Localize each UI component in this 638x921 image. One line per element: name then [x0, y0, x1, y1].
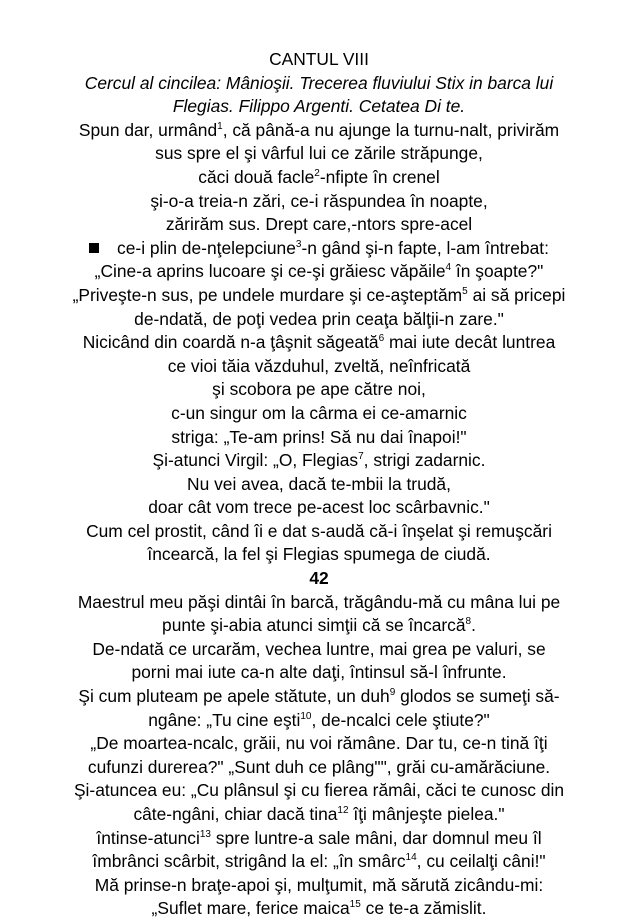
- line-text: îmbrânci scârbit, strigând la el: „în smârc: [92, 851, 406, 872]
- poem-line: [40, 897, 598, 921]
- poem-line: [40, 119, 598, 143]
- line-text: câte-ngâni, chiar dacă tina: [133, 804, 338, 824]
- line-text: „Priveşte-n sus, pe undele murdare şi ce-aşteptăm: [72, 284, 463, 305]
- line-text: căci două facle: [198, 166, 315, 187]
- line-text: ngâne: „Tu cine eşti: [148, 709, 301, 730]
- poem-line: [40, 685, 598, 709]
- poem-line: [40, 614, 598, 638]
- line-text: zărirăm sus. Drept care,-ntors spre-acel: [165, 214, 473, 235]
- line-text: Nu vei avea, dacă te-mbii la trudă,: [187, 473, 451, 494]
- canto-subtitle-line-1: Cercul al cincilea: Mânioşii. Trecerea fluviului Stix in barca lui: [84, 72, 554, 93]
- footnote-marker: 5: [462, 285, 468, 297]
- footnote-marker: 7: [358, 451, 364, 463]
- poem-line: [40, 260, 598, 284]
- footnote-marker: 9: [389, 687, 396, 699]
- line-text: ce vioi tăia văzduhul, zveltă, neînfricată: [167, 355, 471, 376]
- bullet-square-icon: [89, 243, 99, 253]
- footnote-marker: 13: [199, 828, 211, 840]
- poem-line: [40, 426, 598, 450]
- poem-line: [40, 378, 598, 402]
- line-text: ce-i plin de-nţelepciune: [117, 237, 296, 258]
- line-text: Şi cum pluteam pe apele stătute, un duh: [78, 686, 390, 707]
- poem-line: [40, 638, 598, 662]
- footnote-marker: 10: [300, 710, 312, 722]
- line-text: punte şi-abia atunci simţii că se încarcă: [162, 615, 466, 636]
- line-text: mai iute decât luntrea: [384, 332, 556, 353]
- line-text: doar cât vom trece pe-acest loc scârbavnic.": [148, 497, 490, 518]
- line-text: „De moartea-ncalc, grăii, nu voi rămâne. Dar tu, ce-n tină îţi: [90, 733, 548, 754]
- line-text: porni mai iute ca-n alte daţi, întinsul să-l înfrunte.: [131, 662, 507, 683]
- poem-line: [40, 284, 598, 308]
- footnote-marker: 14: [405, 852, 417, 864]
- poem-line: [40, 166, 598, 190]
- poem-line: [40, 803, 598, 827]
- poem-line: [40, 756, 598, 780]
- line-text: îţi mânjeşte pielea.": [348, 804, 505, 824]
- footnote-marker: 3: [295, 238, 302, 250]
- canto-title: CANTUL VIII: [269, 49, 369, 69]
- line-text: -nfipte în crenel: [319, 166, 440, 187]
- poem-line: [40, 591, 598, 615]
- poem-line: [40, 496, 598, 520]
- footnote-marker: 4: [445, 262, 452, 274]
- line-text: Maestrul meu păşi dintâi în barcă, trăgându-mă cu mâna lui pe: [77, 591, 561, 612]
- line-text: striga: „Te-am prins! Să nu dai înapoi!": [171, 426, 467, 447]
- poem-content: [40, 48, 598, 921]
- poem-line: [40, 355, 598, 379]
- poem-line: [40, 661, 598, 685]
- line-text: -n gând şi-n fapte, l-am întrebat:: [301, 237, 549, 258]
- line-text: Mă prinse-n braţe-apoi şi, mulţumit, mă sărută zicându-mi:: [94, 874, 544, 895]
- poem-line: [40, 850, 598, 874]
- line-text: , că până-a nu ajunge la turnu-nalt, privirăm: [222, 119, 560, 140]
- line-text: „Suflet mare, ferice maica: [151, 898, 350, 919]
- footnote-marker: 2: [314, 167, 320, 179]
- line-text: Şi-atuncea eu: „Cu plânsul şi cu fierea rămâi, căci te cunosc din: [73, 780, 565, 801]
- line-text: „Cine-a aprins lucoare şi ce-şi grăiesc văpăile: [94, 261, 446, 282]
- poem-line: [40, 308, 598, 332]
- line-text: cufunzi durerea?" „Sunt duh ce plâng"", grăi cu-amărăciune.: [87, 756, 551, 777]
- line-text: , de-ncalci cele ştiute?": [311, 709, 490, 730]
- page-number: 42: [309, 568, 329, 589]
- poem-line: [40, 874, 598, 898]
- line-text: Şi-atunci Virgil: „O, Flegias: [152, 450, 359, 471]
- line-text: ce te-a zămislit.: [360, 898, 487, 919]
- line-text: şi scobora pe ape către noi,: [212, 379, 426, 400]
- poem-line: [40, 331, 598, 355]
- line-text: Spun dar, urmând: [78, 119, 218, 140]
- line-text: de-ndată, de poţi vedea prin ceaţa bălţii-n zare.": [134, 308, 504, 329]
- line-text: , cu ceilalţi câni!": [416, 851, 546, 872]
- line-text: , strigi zadarnic.: [363, 450, 486, 471]
- poem-line: [40, 402, 598, 426]
- poem-line: [40, 213, 598, 237]
- line-text: glodos se sumeţi să-: [395, 686, 560, 707]
- poem-line: [40, 779, 598, 803]
- line-text: c-un singur om la cârma ei ce-amarnic: [171, 402, 467, 423]
- canto-subtitle-line-2: Flegias. Filippo Argenti. Cetatea Di te.: [172, 96, 466, 117]
- footnote-marker: 1: [217, 120, 223, 132]
- line-text: şi-o-a treia-n zări, ce-i răspundea în noapte,: [150, 190, 488, 211]
- footnote-marker: 8: [465, 616, 472, 628]
- line-text: Cum cel prostit, când îi e dat s-audă că-i înşelat şi remuşcări: [86, 520, 552, 541]
- poem-lines: [40, 119, 598, 921]
- poem-line: [40, 709, 598, 733]
- line-text: ai să pricepi: [467, 284, 566, 305]
- line-text: sus spre el şi vârful lui ce zările străpunge,: [155, 143, 483, 164]
- line-text: .: [471, 615, 476, 636]
- footnote-marker: 15: [349, 899, 361, 911]
- poem-line: [40, 732, 598, 756]
- poem-line: [40, 190, 598, 214]
- poem-line: [40, 543, 598, 567]
- poem-line: [40, 827, 598, 851]
- line-text: De-ndată ce urcarăm, vechea luntre, mai grea pe valuri, se: [92, 638, 546, 659]
- line-text: spre luntre-a sale mâni, dar domnul meu îl: [210, 827, 542, 848]
- poem-line: [40, 237, 598, 261]
- poem-line: [40, 473, 598, 497]
- line-text: întinse-atunci: [96, 827, 200, 848]
- poem-line: [40, 520, 598, 544]
- poem-line: [40, 449, 598, 473]
- line-text: încearcă, la fel şi Flegias spumega de ciudă.: [147, 544, 491, 565]
- line-text: în şoapte?": [451, 261, 544, 282]
- footnote-marker: 12: [337, 805, 349, 816]
- line-text: Nicicând din coardă n-a ţâşnit săgeată: [82, 332, 379, 353]
- poem-line: [40, 142, 598, 166]
- footnote-marker: 6: [378, 333, 385, 345]
